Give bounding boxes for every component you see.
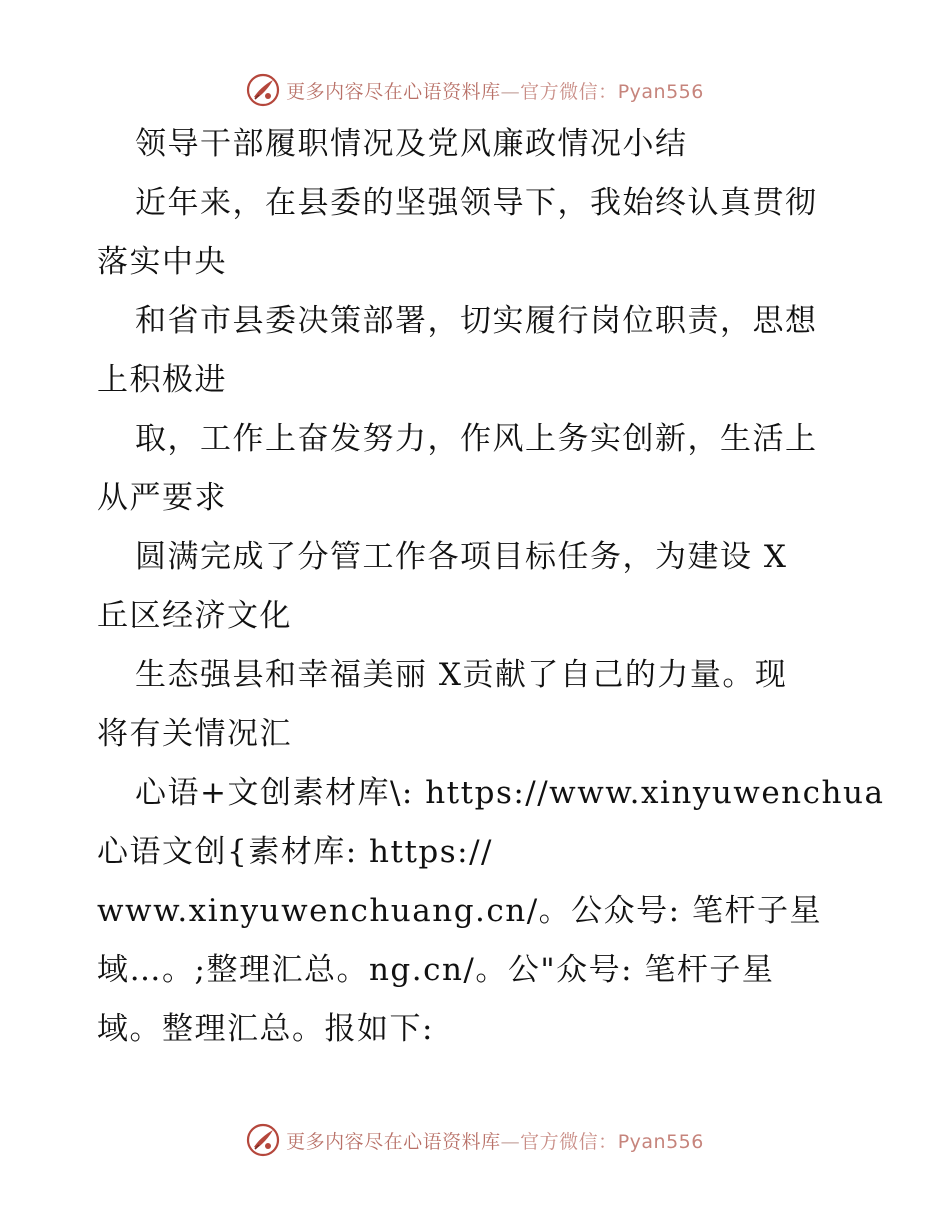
header-banner-official-label: 官方微信：: [520, 80, 618, 103]
document-line: 丘区经济文化: [97, 598, 292, 634]
document-line: 心语文创{素材库: https://: [97, 834, 493, 870]
document-line: 生态强县和幸福美丽 X贡献了自己的力量。现: [135, 657, 788, 693]
document-line: 域。整理汇总。报如下:: [97, 1011, 434, 1047]
quill-pen-seal-icon: [246, 1123, 280, 1157]
document-line: www.xinyuwenchuang.cn/。公众号: 笔杆子星: [97, 893, 822, 929]
header-banner-separator: —: [500, 80, 521, 103]
document-line: 域…。;整理汇总。ng.cn/。公"众号: 笔杆子星: [97, 952, 775, 988]
header-banner-wechat-id: Pyan556: [617, 80, 704, 103]
document-line: 将有关情况汇: [97, 716, 292, 752]
quill-pen-seal-icon: [246, 73, 280, 107]
footer-banner-separator: —: [500, 1130, 521, 1153]
document-title: 领导干部履职情况及党风廉政情况小结: [135, 126, 688, 162]
document-line: 近年来，在县委的坚强领导下，我始终认真贯彻: [135, 185, 818, 221]
document-line: 心语+文创素材库\: https://www.xinyuwenchua: [135, 775, 885, 811]
document-line: 和省市县委决策部署，切实履行岗位职责，思想: [135, 303, 818, 339]
document-line: 圆满完成了分管工作各项目标任务，为建设 X: [135, 539, 788, 575]
footer-watermark-banner: [0, 1120, 950, 1160]
footer-banner-official-label: 官方微信：: [520, 1130, 618, 1153]
footer-banner-wechat-id: Pyan556: [617, 1130, 704, 1153]
header-watermark-banner: [0, 70, 950, 110]
document-body: [97, 115, 885, 1059]
footer-banner-text: [286, 1127, 704, 1154]
footer-banner-main: 更多内容尽在心语资料库: [286, 1130, 501, 1153]
document-line: 从严要求: [97, 480, 227, 516]
header-banner-text: [286, 77, 704, 104]
header-banner-main: 更多内容尽在心语资料库: [286, 80, 501, 103]
document-line: 上积极进: [97, 362, 227, 398]
document-line: 落实中央: [97, 244, 227, 280]
document-line: 取，工作上奋发努力，作风上务实创新，生活上: [135, 421, 818, 457]
